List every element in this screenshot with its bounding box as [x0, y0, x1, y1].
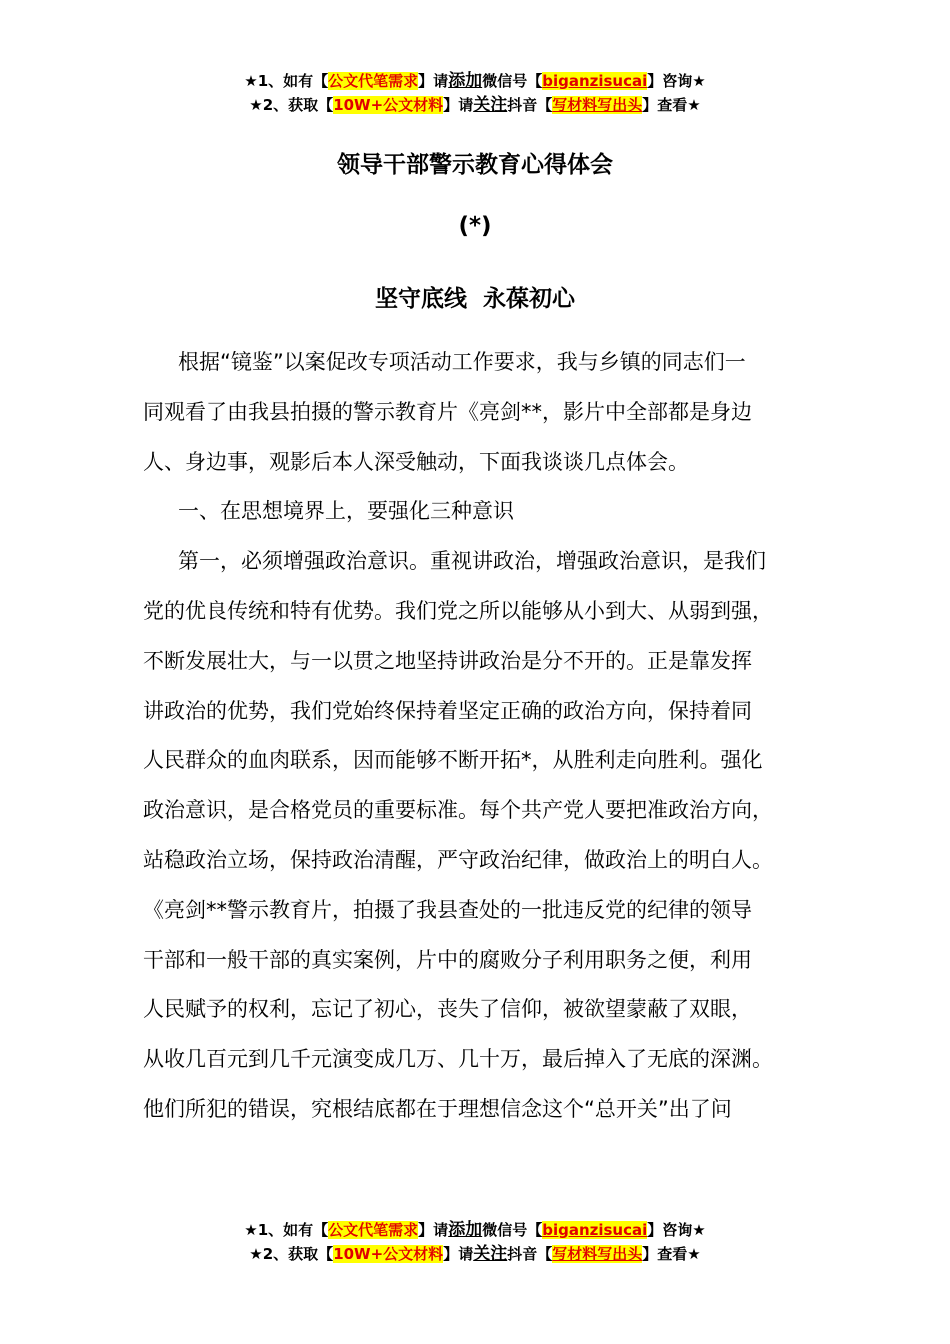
banner-text: 】查看★: [642, 96, 701, 114]
banner-text: 抖音【: [507, 1245, 553, 1263]
text-line: 人、身边事，观影后本人深受触动，下面我谈谈几点体会。: [143, 449, 689, 474]
banner-text: 】咨询★: [647, 1221, 706, 1239]
banner-text: 】查看★: [642, 1245, 701, 1263]
subtitle: 坚守底线 永葆初心: [374, 286, 575, 312]
text-line: 站稳政治立场，保持政治清醒，严守政治纪律，做政治上的明白人。: [143, 847, 773, 872]
banner-text: 】咨询★: [647, 72, 706, 90]
banner-underlined: 添加: [448, 1220, 483, 1240]
banner-text: 】请: [418, 1221, 449, 1239]
banner-text: 抖音【: [507, 96, 553, 114]
banner-text: ★2、获取【: [249, 1245, 334, 1263]
text-line: 他们所犯的错误，究根结底都在于理想信念这个“总开关”出了问: [143, 1096, 732, 1121]
banner-wechat-id: biganzisucai: [542, 72, 648, 90]
banner-text: ★1、如有【: [244, 1221, 329, 1239]
text-line: 政治意识，是合格党员的重要标准。每个共产党人要把准政治方向，: [143, 798, 773, 823]
banner-text: ★2、获取【: [249, 96, 334, 114]
text-line: 不断发展壮大，与一以贯之地坚持讲政治是分不开的。正是靠发挥: [143, 648, 752, 673]
banner-line-2: [0, 93, 950, 117]
text-line: 党的优良传统和特有优势。我们党之所以能够从小到大、从弱到强，: [143, 598, 773, 623]
body-text: [143, 338, 813, 1135]
banner-wechat-id: biganzisucai: [542, 1221, 648, 1239]
banner-text: 】请: [443, 1245, 474, 1263]
banner-highlight: 10W+公文材料: [333, 96, 444, 114]
text-line: 讲政治的优势，我们党始终保持着坚定正确的政治方向，保持着同: [143, 698, 752, 723]
banner-underlined: 关注: [473, 1244, 508, 1264]
banner-text: 微信号【: [482, 72, 543, 90]
text-line: 干部和一般干部的真实案例，片中的腐败分子利用职务之便，利用: [143, 947, 752, 972]
text-line: 同观看了由我县拍摄的警示教育片《亮剑**，影片中全部都是身边: [143, 399, 752, 424]
text-line: 第一，必须增强政治意识。重视讲政治，增强政治意识，是我们: [178, 549, 766, 574]
text-line: 《亮剑**警示教育片，拍摄了我县查处的一批违反党的纪律的领导: [143, 897, 752, 922]
text-line: 从收几百元到几千元演变成几万、几十万，最后掉入了无底的深渊。: [143, 1047, 773, 1072]
banner-douyin-id: 写材料写出头: [552, 1245, 643, 1263]
banner-douyin-id: 写材料写出头: [552, 96, 643, 114]
banner-highlight: 公文代笔需求: [328, 72, 419, 90]
subtitle-mark: (*): [458, 213, 492, 239]
banner-text: 微信号【: [482, 1221, 543, 1239]
banner-line-1: [0, 1218, 950, 1242]
banner-highlight: 10W+公文材料: [333, 1245, 444, 1263]
banner-text: ★1、如有【: [244, 72, 329, 90]
text-line: 根据“镜鉴”以案促改专项活动工作要求，我与乡镇的同志们一: [178, 350, 746, 374]
banner-text: 】请: [418, 72, 449, 90]
banner-underlined: 添加: [448, 71, 483, 91]
document-title: 领导干部警示教育心得体会: [337, 152, 613, 178]
bottom-banner: [0, 1218, 950, 1266]
banner-underlined: 关注: [473, 95, 508, 115]
text-line: 人民群众的血肉联系，因而能够不断开拓*，从胜利走向胜利。强化: [143, 748, 763, 773]
banner-text: 】请: [443, 96, 474, 114]
banner-line-2: [0, 1242, 950, 1266]
text-line: 一、在思想境界上，要强化三种意识: [178, 499, 514, 524]
top-banner: [0, 69, 950, 117]
banner-line-1: [0, 69, 950, 93]
banner-highlight: 公文代笔需求: [328, 1221, 419, 1239]
text-line: 人民赋予的权利，忘记了初心，丧失了信仰，被欲望蒙蔽了双眼，: [143, 997, 752, 1022]
